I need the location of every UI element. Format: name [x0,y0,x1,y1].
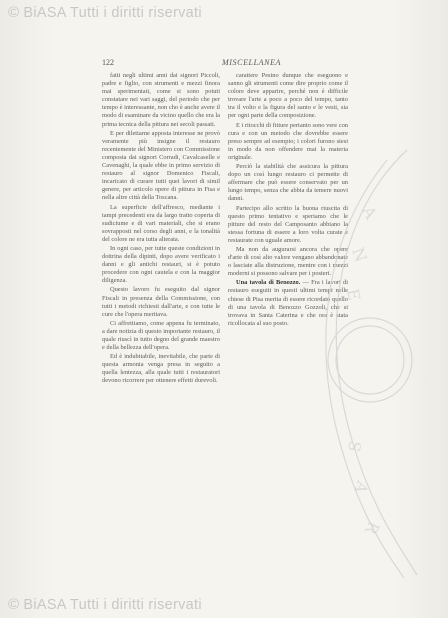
svg-text:E: E [343,286,365,303]
page-header [102,58,352,70]
paragraph: Ci affrettiamo, come appena fu terminato, a dare notizia di questo importante restauro, il quale riuscì in tutto degno del grande maestro e della bellezza dell'opera. [102,319,220,352]
paragraph: La superficie dell'affresco, mediante i tampi precedenti era da largo tratto coperta di sudiciume e di vari materiali, che si erano sovrapposti nel corso degli anni, e la tonalità del colore ne era tutta alterata. [102,203,220,243]
paragraph: E i ritocchi di fitture pertanto sono vere con cura e con un metodo che dovrebbe essere preso sempre ad esempio; i colori furono stesi in modo da non offendere mai la materia originale. [228,121,348,161]
paragraph: carattere Pesino dunque che eseguono e sanno gli strumenti come dire proprio come il colore deve apparire, perché non è difficile trovare l'arte a poco a poco del tempo, tanto tra il volto e la figura del santo e le vesti, sia per ogni parte della composizione. [228,72,348,120]
running-title: MISCELLANEA [222,58,282,67]
copyright-symbol: © [8,596,20,613]
svg-text:S: S [344,439,365,454]
paragraph: Questo lavoro fu eseguito dal signor Fiscali in presenza della Commissione, con tutti i metodi richiesti dall'arte, e con tutte le cure che l'opera meritava. [102,286,220,318]
paragraph: E per dilettarne apposta interesse ne provò veramente più insigne il restauro recentemente del Ministero con Commissione composta dai signori Corradi, Cavalcaselle e Cavenaghi, la quale ebbe in primo servizio di restauro al signor Domenico Fiscali, incaricato di curare tutti quei lavori di simil genere, per articolo opere di pittura in Fisa e nella altre città della Toscana. [102,129,220,202]
paragraph: In ogni caso, per tutte queste condizioni in dottrina della dipinti, dopo avere verificato i danni e gli antichi restauri, si è potuto procedere con ogni cautela e con la maggior diligenza. [102,244,220,285]
watermark-bottom [8,596,202,613]
section-text: Fra i lavori di restauro eseguiti in questi ultimi tempi nelle chiese di Pisa merita di essere ricordato quello di una tavola di Benozzo Gozzoli, che si trovava in Santa Caterina e che ora è stata ricollocata al suo posto. [228,279,348,327]
page-number: 122 [102,58,114,67]
right-column [228,72,348,580]
copyright-symbol: © [8,4,20,21]
paragraph: Perciò la stabilità che assicura la pittura dopo un così lungo restauro ci permette di affermare che può essere conservato per un lungo tempo, senza che abbia da temere nuovi danni. [228,163,348,203]
watermark-text: BiASA Tutti i diritti riservati [23,597,202,613]
section-paragraph: Una tavola di Benozzo. — Fra i lavori di restauro eseguiti in questi ultimi tempi nelle chiese di Pisa merita di essere ricordato quello di una tavola di Benozzo Gozzoli, che si trovava in Santa Caterina e che ora è stata ricollocata al suo posto. [228,279,348,327]
watermark-top [8,4,202,21]
svg-text:A: A [350,478,373,496]
svg-text:N: N [348,244,371,265]
section-subhead: Una tavola di Benozzo. [236,279,301,287]
watermark-text: BiASA Tutti i diritti riservati [23,5,202,21]
svg-text:R: R [361,518,384,538]
paragraph: Ed è indubitabile, inevitabile, che parte di questa armonia venga presa in seguito a quella lentezza, alla quale tutti i restauratori devono ricorrere per ottenere effetti durevoli. [102,353,220,385]
paragraph: Ma non da augurarsi ancora che opere d'arte di così alto valore vengano abbandonate o lasciate alla distruzione, mentre con i mezzi moderni si possono salvare per i posteri. [228,245,348,278]
svg-text:A: A [358,202,381,223]
paragraph: Partecipo allo scritto la buona riuscita di questo primo tentativo e speriamo che le pitture del resto del Camposanto abbiano la stessa fortuna di essere a loro volta curate e restaurate con uguale amore. [228,204,348,244]
paragraph: fatti negli ultimi anni dai signori Piccoli, padre e figlio, con strumenti e mezzi finora mai sperimentati, come si sono potuti constatare nei vari saggi, del periodo che per tempo è interessante, non cho è anche avere il modo di esaminare da vicino quello che era la prima tecnica della pittura nei secoli passati. [102,72,220,128]
left-column [102,72,220,580]
